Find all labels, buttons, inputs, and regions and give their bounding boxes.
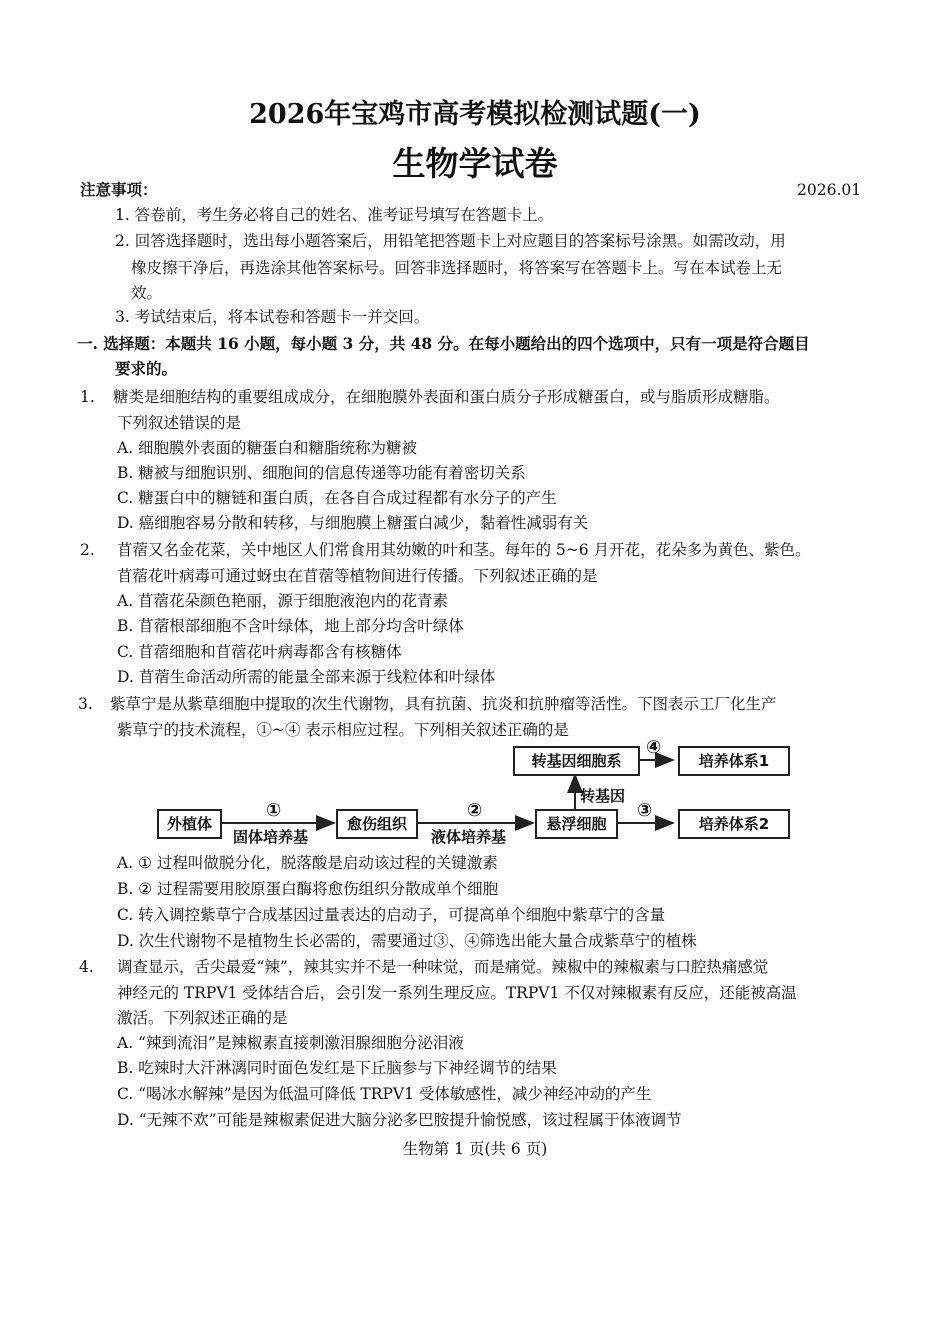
question-number: 2. [80,541,95,559]
question-4-stem-cont: 神经元的 TRPV1 受体结合后，会引发一系列生理反应。TRPV1 不仅对辣椒素有反应，还能被高温 [117,984,797,1002]
question-1-option-b: B. 糖被与细胞识别、细胞间的信息传递等功能有着密切关系 [117,464,526,482]
box-culture1: 培养体系1 [678,746,790,776]
question-number: 3. [78,695,93,713]
label-solid-medium: 固体培养基 [233,828,309,846]
notice-item-1: 1. 答卷前，考生务必将自己的姓名、准考证号填写在答题卡上。 [115,206,554,224]
question-2-stem: 苜蓿又名金花菜，关中地区人们常食用其幼嫩的叶和茎。每年的 5~6 月开花，花朵多为黄色、紫色。 [117,541,811,559]
question-2-option-b: B. 苜蓿根部细胞不含叶绿体，地上部分均含叶绿体 [117,617,464,635]
question-1-option-d: D. 癌细胞容易分散和转移，与细胞膜上糖蛋白减少，黏着性减弱有关 [117,514,589,532]
question-2-option-d: D. 苜蓿生命活动所需的能量全部来源于线粒体和叶绿体 [117,668,496,686]
question-2-option-a: A. 苜蓿花朵颜色艳丽，源于细胞液泡内的花青素 [117,592,449,610]
question-4-stem-end: 激活。下列叙述正确的是 [117,1009,288,1027]
question-3-option-c: C. 转入调控紫草宁合成基因过量表达的启动子，可提高单个细胞中紫草宁的含量 [117,906,666,924]
question-3-option-b: B. ② 过程需要用胶原蛋白酶将愈伤组织分散成单个细胞 [117,880,499,898]
question-1-stem-cont: 下列叙述错误的是 [117,414,242,432]
question-4-option-c: C. “喝冰水解辣”是因为低温可降低 TRPV1 受体敏感性，减少神经冲动的产生 [117,1085,652,1103]
question-2-stem-cont: 苜蓿花叶病毒可通过蚜虫在苜蓿等植物间进行传播。下列叙述正确的是 [117,567,598,585]
question-4-option-b: B. 吃辣时大汗淋漓同时面色发红是下丘脑参与下神经调节的结果 [117,1059,557,1077]
step-4: ④ [646,737,662,758]
question-number: 1. [80,388,95,406]
box-culture2: 培养体系2 [678,809,790,839]
box-callus: 愈伤组织 [336,809,418,839]
question-3-option-a: A. ① 过程叫做脱分化，脱落酸是启动该过程的关键激素 [117,854,498,872]
label-transgene: 转基因 [580,787,626,805]
notice-heading: 注意事项： [80,180,158,199]
question-1-option-c: C. 糖蛋白中的糖链和蛋白质，在各自合成过程都有水分子的产生 [117,489,557,507]
notice-item-2: 2. 回答选择题时，选出每小题答案后，用铅笔把答题卡上对应题目的答案标号涂黑。如需改动，用 [115,232,786,250]
section-heading: 一. 选择题：本题共 16 小题，每小题 3 分，共 48 分。在每小题给出的四个选项中，只有一项是符合题目 [77,334,810,353]
question-2-option-c: C. 苜蓿细胞和苜蓿花叶病毒都含有核糖体 [117,643,402,661]
question-3-stem: 紫草宁是从紫草细胞中提取的次生代谢物，具有抗菌、抗炎和抗肿瘤等活性。下图表示工厂化生产 [110,695,777,713]
question-4-option-a: A. “辣到流泪”是辣椒素直接刺激泪腺细胞分泌泪液 [117,1034,464,1052]
question-4-stem: 调查显示，舌尖最爱“辣”，辣其实并不是一种味觉，而是痛觉。辣椒中的辣椒素与口腔热痛感觉 [117,958,769,976]
question-1-option-a: A. 细胞膜外表面的糖蛋白和糖脂统称为糖被 [117,439,418,457]
box-explant: 外植体 [157,809,222,839]
exam-date: 2026.01 [797,181,862,199]
notice-item-2-end: 效。 [131,284,163,302]
page-footer: 生物第 1 页(共 6 页) [402,1140,548,1158]
question-1-stem: 糖类是细胞结构的重要组成成分，在细胞膜外表面和蛋白质分子形成糖蛋白，或与脂质形成糖脂。 [113,388,780,406]
notice-item-3: 3. 考试结束后，将本试卷和答题卡一并交回。 [115,308,430,326]
step-2: ② [467,800,483,821]
step-1: ① [266,800,282,821]
step-3: ③ [637,800,653,821]
notice-item-2-cont: 橡皮擦干净后，再选涂其他答案标号。回答非选择题时，将答案写在答题卡上。写在本试卷上无 [131,259,783,277]
question-number: 4. [79,958,94,976]
label-liquid-medium: 液体培养基 [431,828,507,846]
question-4-option-d: D. “无辣不欢”可能是辣椒素促进大脑分泌多巴胺提升愉悦感，该过程属于体液调节 [117,1111,682,1129]
section-heading-cont: 要求的。 [115,359,178,378]
exam-title: 2026年宝鸡市高考模拟检测试题(一) [249,99,701,130]
exam-subject: 生物学试卷 [392,144,558,183]
question-3-stem-cont: 紫草宁的技术流程，①~④ 表示相应过程。下列相关叙述正确的是 [117,721,569,739]
box-suspension: 悬浮细胞 [535,809,618,839]
question-3-option-d: D. 次生代谢物不是植物生长必需的，需要通过③、④筛选出能大量合成紫草宁的植株 [117,932,697,950]
box-transgenic: 转基因细胞系 [513,746,640,776]
